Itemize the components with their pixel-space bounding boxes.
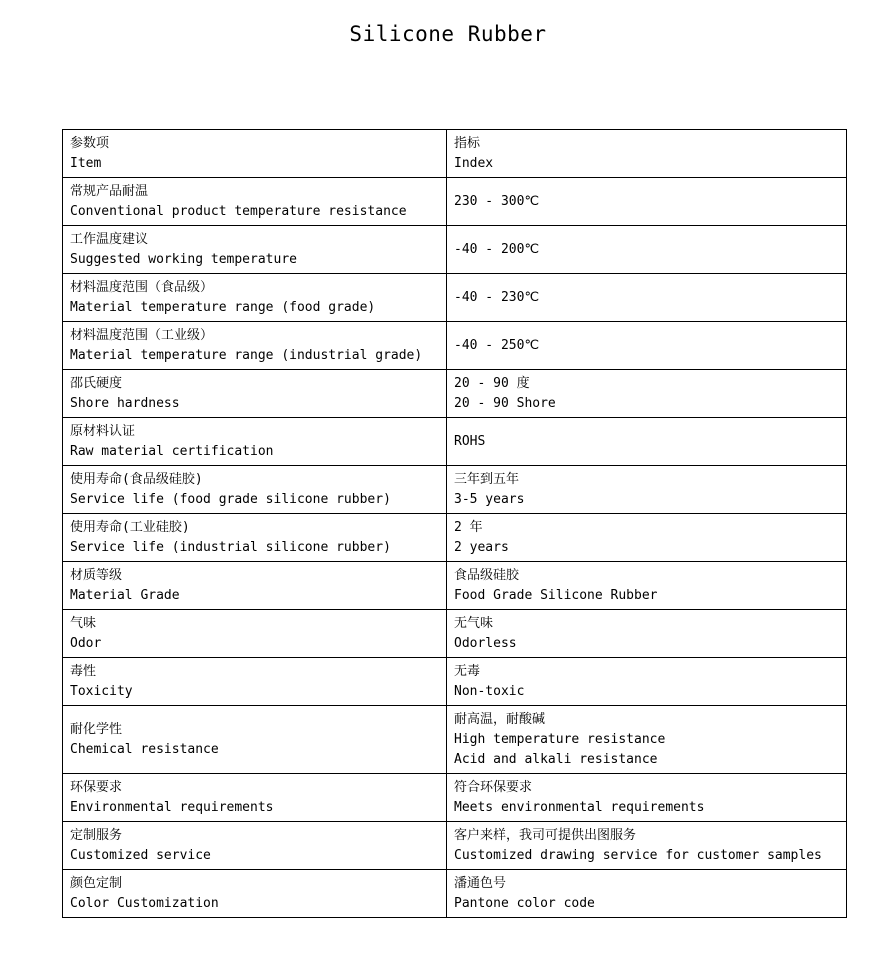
index-value: Pantone color code [454,895,595,911]
table-row [63,370,847,418]
header-item-cell [63,130,447,178]
index-value: 符合环保要求 [454,779,533,795]
item-label-zh: 使用寿命(工业硅胶) [70,519,190,535]
index-value: Meets environmental requirements [454,799,705,815]
index-cell [447,418,847,466]
index-cell [447,774,847,822]
item-label-zh: 材料温度范围（工业级） [70,327,214,343]
item-label-zh: 颜色定制 [70,875,123,891]
index-cell [447,274,847,322]
index-value: 食品级硅胶 [454,567,520,583]
index-value: Non-toxic [454,683,525,699]
table-row [63,178,847,226]
index-cell [447,706,847,774]
item-label-en: Chemical resistance [70,741,219,757]
table-row [63,706,847,774]
item-cell [63,774,447,822]
table-row [63,658,847,706]
item-label-zh: 工作温度建议 [70,231,149,247]
table-header-row [63,130,847,178]
index-cell [447,178,847,226]
spec-table [62,129,847,918]
index-value: 耐高温，耐酸碱 [454,711,546,727]
table-row [63,274,847,322]
header-item-en: Item [70,155,102,171]
table-row [63,822,847,870]
index-value: 2 years [454,539,509,555]
item-cell [63,466,447,514]
item-label-en: Environmental requirements [70,799,274,815]
index-cell [447,658,847,706]
index-value: Odorless [454,635,517,651]
item-label-zh: 气味 [70,615,97,631]
index-value: Acid and alkali resistance [454,751,658,767]
index-value: -40 - 230℃ [454,289,540,305]
item-cell [63,370,447,418]
item-label-en: Material temperature range (food grade) [70,299,376,315]
index-cell [447,870,847,918]
table-row [63,610,847,658]
index-value: 三年到五年 [454,471,520,487]
index-value: -40 - 250℃ [454,337,540,353]
item-cell [63,658,447,706]
item-label-zh: 耐化学性 [70,721,123,737]
item-label-zh: 原材料认证 [70,423,136,439]
item-label-zh: 使用寿命(食品级硅胶) [70,471,203,487]
table-row [63,870,847,918]
index-cell [447,370,847,418]
table-row [63,514,847,562]
table-row [63,774,847,822]
index-value: High temperature resistance [454,731,666,747]
table-row [63,226,847,274]
item-cell [63,822,447,870]
page-title: Silicone Rubber [349,22,547,46]
item-label-en: Service life (industrial silicone rubber) [70,539,391,555]
item-label-zh: 常规产品耐温 [70,183,149,199]
header-item-zh: 参数项 [70,135,110,151]
index-value: 230 - 300℃ [454,193,540,209]
index-value: 20 - 90 Shore [454,395,556,411]
item-label-en: Customized service [70,847,211,863]
index-value: 20 - 90 度 [454,375,530,391]
item-cell [63,610,447,658]
index-cell [447,466,847,514]
item-label-en: Toxicity [70,683,133,699]
item-cell [63,178,447,226]
item-cell [63,562,447,610]
item-label-en: Suggested working temperature [70,251,297,267]
table-row [63,418,847,466]
index-value: ROHS [454,433,486,449]
item-cell [63,870,447,918]
item-label-en: Shore hardness [70,395,180,411]
header-index-zh: 指标 [454,135,481,151]
index-value: Customized drawing service for customer samples [454,847,822,863]
item-cell [63,706,447,774]
header-index-cell [447,130,847,178]
index-cell [447,322,847,370]
item-label-en: Material temperature range (industrial grade) [70,347,423,363]
item-label-zh: 环保要求 [70,779,123,795]
table-row [63,322,847,370]
item-label-en: Service life (food grade silicone rubber) [70,491,391,507]
item-label-zh: 材料温度范围（食品级） [70,279,214,295]
item-label-zh: 材质等级 [70,567,123,583]
index-value: 无毒 [454,663,481,679]
index-value: 无气味 [454,615,494,631]
index-value: Food Grade Silicone Rubber [454,587,658,603]
spec-table-body [63,130,847,918]
index-cell [447,610,847,658]
table-row [63,562,847,610]
index-cell [447,822,847,870]
index-cell [447,562,847,610]
item-label-en: Conventional product temperature resistance [70,203,407,219]
index-value: 潘通色号 [454,875,507,891]
index-value: 3-5 years [454,491,525,507]
item-cell [63,322,447,370]
item-cell [63,418,447,466]
header-index-en: Index [454,155,494,171]
item-cell [63,514,447,562]
item-label-en: Raw material certification [70,443,274,459]
item-cell [63,274,447,322]
item-label-zh: 邵氏硬度 [70,375,123,391]
index-cell [447,514,847,562]
index-value: -40 - 200℃ [454,241,540,257]
item-label-zh: 毒性 [70,663,97,679]
index-value: 客户来样，我司可提供出图服务 [454,827,637,843]
item-cell [63,226,447,274]
item-label-zh: 定制服务 [70,827,123,843]
item-label-en: Color Customization [70,895,219,911]
index-value: 2 年 [454,519,483,535]
item-label-en: Material Grade [70,587,180,603]
table-row [63,466,847,514]
item-label-en: Odor [70,635,102,651]
index-cell [447,226,847,274]
